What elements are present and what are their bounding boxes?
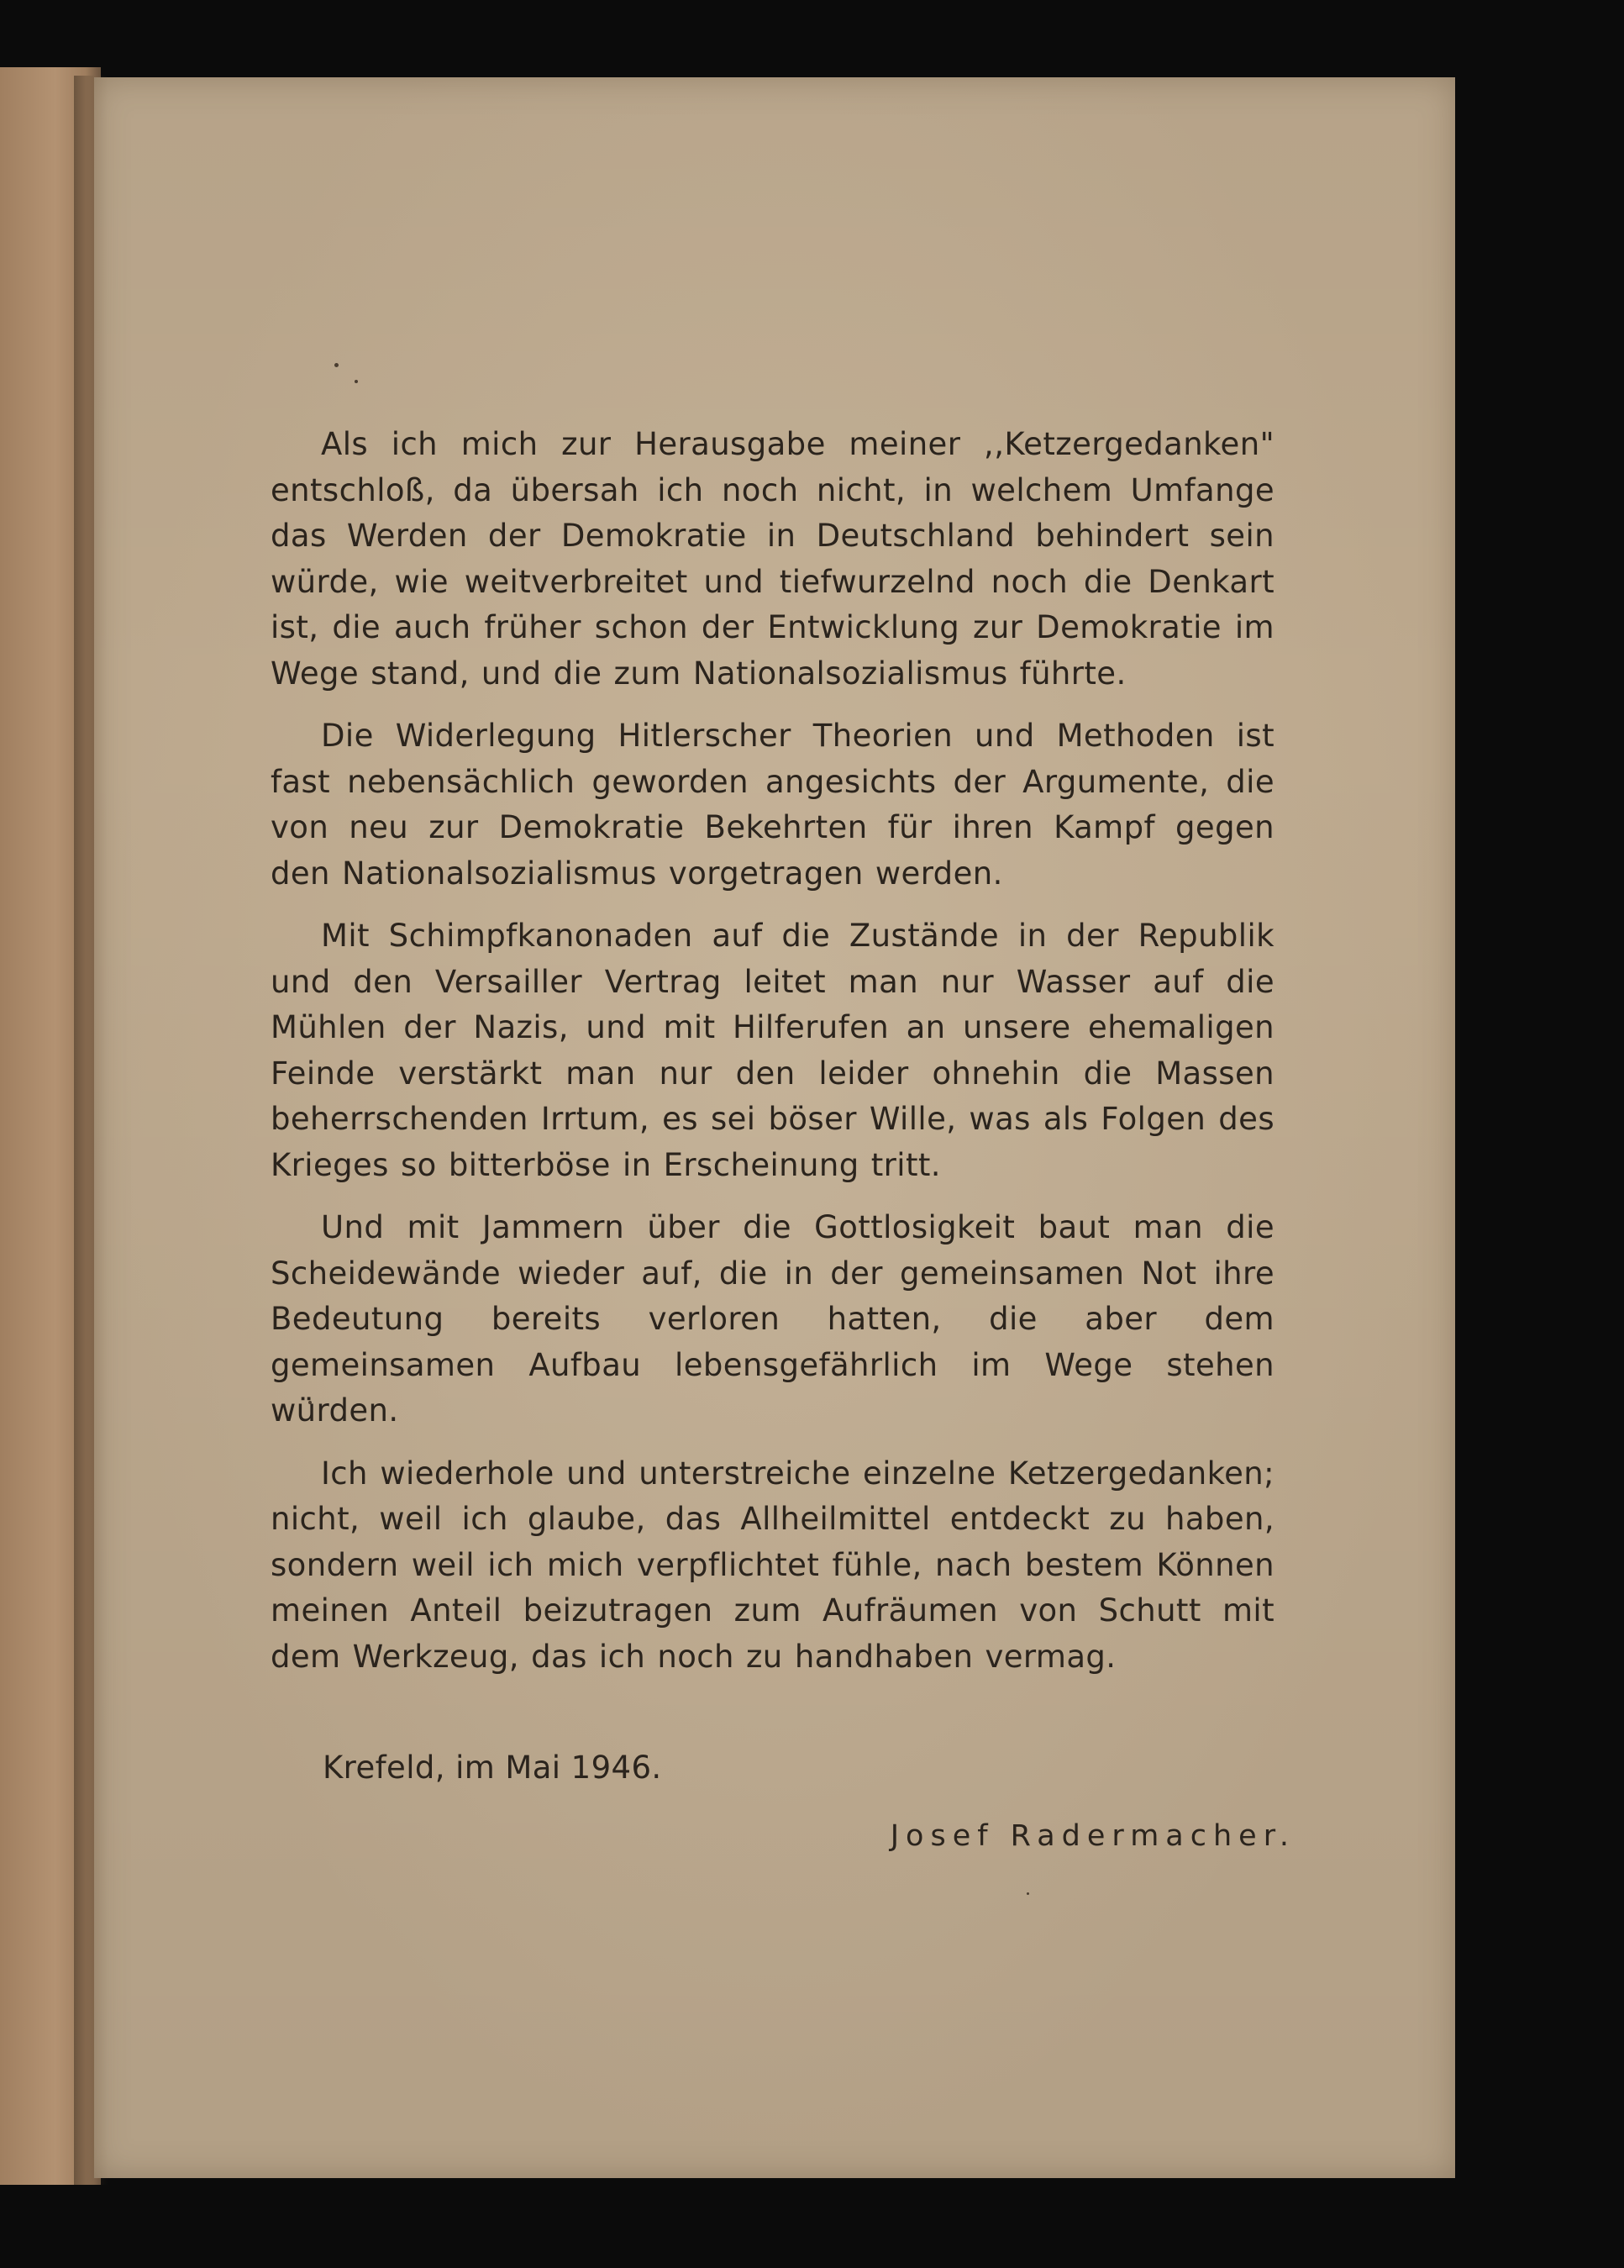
ink-speck [355, 380, 358, 383]
paragraph-1: Als ich mich zur Herausgabe meiner ,,Ketzergedanken" entschloß, da übersah ich noch nicht, in welchem Umfange das Werden der Demokratie in Deutschland behindert sein würde, wie weitverbreitet und tiefwurzelnd noch die Denkart ist, die auch früher schon der Entwicklung zur Demokratie im Wege stand, und die zum Nationalsozialismus führte. [271, 426, 1274, 692]
paragraph-2: Die Widerlegung Hitlerscher Theorien und Methoden ist fast nebensächlich geworden angesichts der Argumente, die von neu zur Demokratie Bekehrten für ihren Kampf gegen den Nationalsozialismus vorgetragen werden. [271, 718, 1274, 892]
ink-speck [1027, 1892, 1029, 1895]
book-page [94, 77, 1455, 2178]
body-text [271, 422, 1274, 1697]
place-date: Krefeld, im Mai 1946. [323, 1750, 662, 1786]
binding-gutter [74, 76, 108, 2185]
paragraph-3: Mit Schimpfkanonaden auf die Zustände in der Republik und den Versailler Vertrag leitet man nur Wasser auf die Mühlen der Nazis, und mit Hilferufen an unsere ehemaligen Feinde verstärkt man nur den leider ohnehin die Massen beherrschenden Irrtum, es sei böser Wille, was als Folgen des Krieges so bitterböse in Erscheinung tritt. [271, 918, 1274, 1183]
ink-speck [334, 363, 339, 367]
paragraph-4: Und mit Jammern über die Gottlosigkeit baut man die Scheidewände wieder auf, die in der gemeinsamen Not ihre Bedeutung bereits verloren hatten, die aber dem gemeinsamen Aufbau lebensgefährlich im Wege stehen würden. [271, 1209, 1274, 1429]
author-signature: Josef Radermacher. [890, 1819, 1296, 1853]
paragraph-5: Ich wiederhole und unterstreiche einzelne Ketzergedanken; nicht, weil ich glaube, das Allheilmittel entdeckt zu haben, sondern weil ich mich verpflichtet fühle, nach bestem Können meinen Anteil beizutragen zum Aufräumen von Schutt mit dem Werkzeug, das ich noch zu handhaben vermag. [271, 1455, 1274, 1675]
